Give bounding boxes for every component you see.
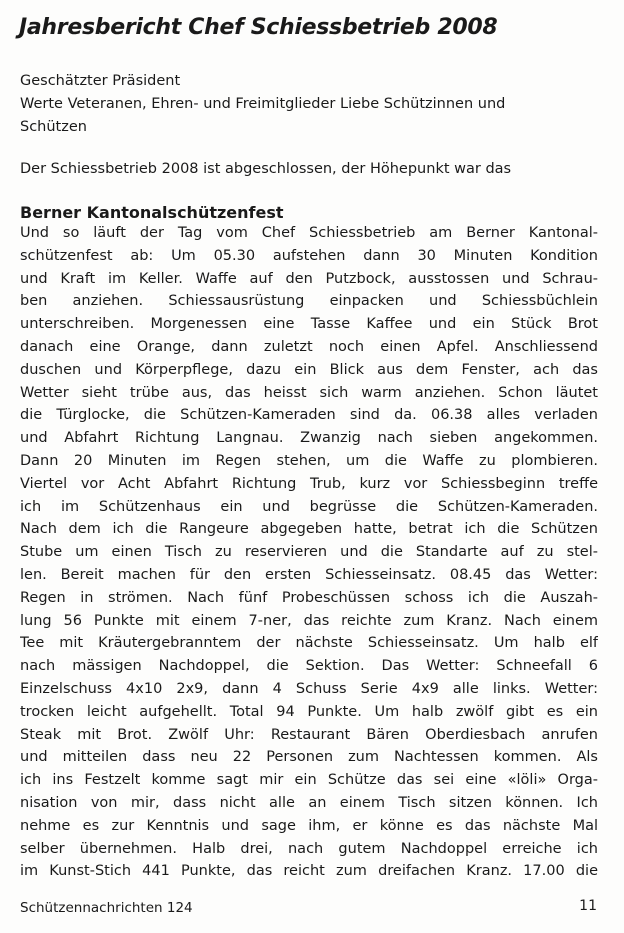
body-line: Steak mit Brot. Zwölf Uhr: Restaurant Bären Oberdiesbach anrufen (20, 726, 598, 743)
body-line: Stube um einen Tisch zu reservieren und die Standarte auf zu stel- (20, 544, 598, 561)
intro-paragraph: Der Schiessbetrieb 2008 ist abgeschlossen, der Höhepunkt war das (20, 161, 512, 177)
body-line: selber übernehmen. Halb drei, nach gutem Nachdoppel erreiche ich (20, 840, 598, 857)
body-line: nach mässigen Nachdoppel, die Sektion. Das Wetter: Schneefall 6 (20, 658, 598, 675)
page-number: 11 (579, 898, 597, 914)
body-line: und mitteilen dass neu 22 Personen zum Nachtessen kommen. Als (20, 749, 598, 766)
body-line: unterschreiben. Morgenessen eine Tasse Kaffee und ein Stück Brot (20, 316, 598, 333)
body-line: trocken leicht aufgehellt. Total 94 Punkte. Um halb zwölf gibt es ein (20, 703, 598, 720)
body-line: nisation von mir, dass nicht alle an einem Tisch sitzen können. Ich (20, 794, 598, 811)
salutation-line: Schützen (20, 119, 87, 135)
body-line: lung 56 Punkte mit einem 7-ner, das reichte zum Kranz. Nach einem (20, 612, 598, 629)
body-line: Und so läuft der Tag vom Chef Schiessbetrieb am Berner Kantonal- (20, 225, 598, 241)
body-line: die Türglocke, die Schützen-Kameraden sind da. 06.38 alles verladen (20, 407, 598, 424)
section-heading: Berner Kantonalschützenfest (20, 203, 284, 222)
body-line: und Abfahrt Richtung Langnau. Zwanzig nach sieben angekommen. (20, 430, 598, 447)
page-title: Jahresbericht Chef Schiessbetrieb 2008 (19, 15, 498, 40)
salutation (20, 70, 505, 139)
body-line: Viertel vor Acht Abfahrt Richtung Trub, kurz vor Schiessbeginn treffe (20, 475, 598, 492)
body-text (20, 222, 598, 883)
body-line: len. Bereit machen für den ersten Schiesseinsatz. 08.45 das Wetter: (20, 566, 598, 583)
body-line: Wetter sieht trübe aus, das heisst sich warm anziehen. Schon läutet (20, 384, 598, 401)
salutation-line: Werte Veteranen, Ehren- und Freimitglieder Liebe Schützinnen und (20, 96, 506, 112)
body-line: schützenfest ab: Um 05.30 aufstehen dann 30 Minuten Kondition (20, 247, 598, 264)
body-line: ben anziehen. Schiessausrüstung einpacken und Schiessbüchlein (20, 293, 598, 310)
body-line: Einzelschuss 4x10 2x9, dann 4 Schuss Serie 4x9 alle links. Wetter: (20, 680, 598, 697)
body-line: und Kraft im Keller. Waffe auf den Putzbock, ausstossen und Schrau- (20, 270, 598, 287)
body-line: Nach dem ich die Rangeure abgegeben hatte, betrat ich die Schützen (20, 521, 598, 538)
body-line: Dann 20 Minuten im Regen stehen, um die Waffe zu plombieren. (20, 452, 598, 469)
body-line: ich im Schützenhaus ein und begrüsse die Schützen-Kameraden. (20, 498, 598, 515)
body-line: duschen und Körperpflege, dazu ein Blick aus dem Fenster, ach das (20, 361, 598, 378)
footer-publication: Schützennachrichten 124 (20, 900, 193, 916)
salutation-line: Geschätzter Präsident (20, 73, 181, 89)
body-line: Tee mit Kräutergebranntem der nächste Schiesseinsatz. Um halb elf (20, 635, 598, 652)
body-line: ich ins Festzelt komme sagt mir ein Schütze das sei eine «löli» Orga- (20, 772, 598, 789)
body-line: danach eine Orange, dann zuletzt noch einen Apfel. Anschliessend (20, 338, 598, 355)
body-line: Regen in strömen. Nach fünf Probeschüssen schoss ich die Auszah- (20, 589, 598, 606)
body-line: im Kunst-Stich 441 Punkte, das reicht zum dreifachen Kranz. 17.00 die (20, 863, 598, 880)
body-line: nehme es zur Kenntnis und sage ihm, er könne es das nächste Mal (20, 817, 598, 834)
